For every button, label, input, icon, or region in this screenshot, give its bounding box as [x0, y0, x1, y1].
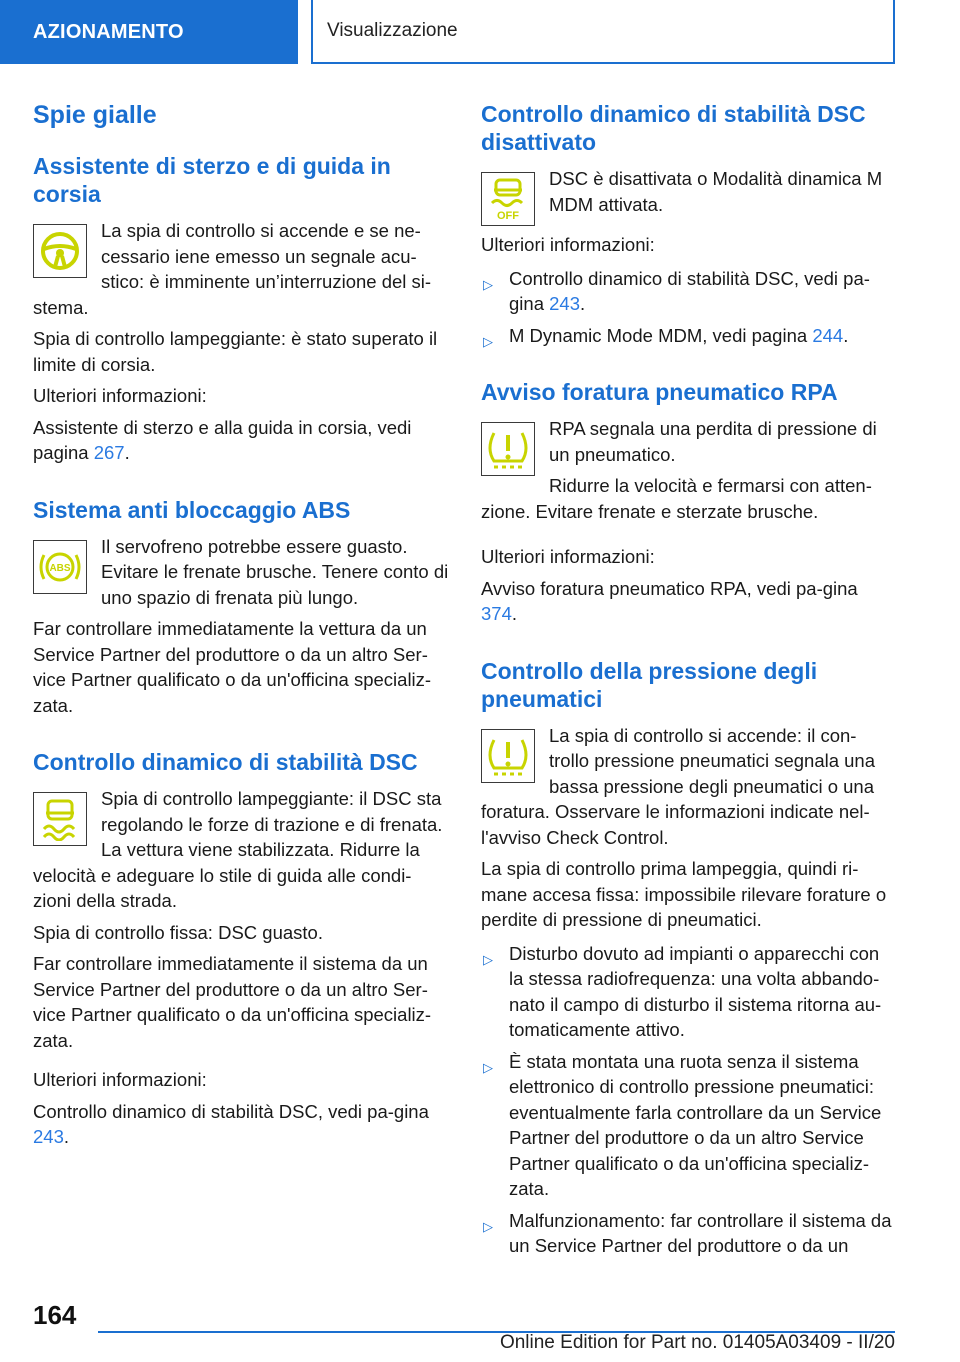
triangle-bullet-icon: ▷	[483, 276, 493, 292]
list-item	[481, 1049, 893, 1202]
text: Malfunzionamento: far controllare il sistema da un Service Partner del produttore o da un	[509, 1209, 892, 1256]
paragraph: Spia di controllo lampeggiante: è stato superato il limite di corsia.	[33, 328, 438, 375]
paragraph: Far controllare immediatamente il sistema da un Service Partner del produttore o da un altro Ser-vice Partner qualificato o da un'officina specializ-zata.	[33, 953, 432, 1051]
tire-warning-icon	[481, 422, 535, 476]
steering-wheel-icon	[33, 224, 87, 278]
paragraph: La spia di controllo si accende e se ne-cessario iene emesso un segnale acu-stico: è imminente un’interruzione del si-stema.	[33, 220, 432, 318]
abs-icon	[33, 540, 87, 594]
list-item	[481, 266, 893, 317]
page-link[interactable]: 267	[93, 442, 125, 463]
paragraph: Ulteriori informazioni:	[33, 1069, 207, 1090]
triangle-bullet-icon: ▷	[483, 333, 493, 349]
page-link[interactable]: 374	[481, 603, 512, 624]
paragraph: Ulteriori informazioni:	[481, 546, 655, 567]
section-heading: Sistema anti bloccaggio ABS	[33, 496, 351, 523]
paragraph: Ridurre la velocità e fermarsi con atten-zione. Evitare frenate e sterzate brusche.	[481, 475, 872, 522]
section-heading: Controllo dinamico di stabilità DSC disattivato	[481, 101, 866, 155]
dsc-icon	[33, 792, 87, 846]
text: È stata montata una ruota senza il sistema elettronico di controllo pressione pneumatici: eventualmente farla controllare da un Service Partner del produttore o da un altro Service Partner qualificato o da un'officina specializ-zata.	[509, 1050, 882, 1199]
text: .	[580, 293, 586, 314]
header-section-label: AZIONAMENTO	[33, 20, 184, 43]
paragraph: Spia di controllo fissa: DSC guasto.	[33, 921, 323, 943]
header-subsection	[311, 0, 895, 64]
text: Avviso foratura pneumatico RPA, vedi pa-gina	[481, 577, 858, 599]
paragraph: Ulteriori informazioni:	[33, 385, 207, 406]
header-section	[0, 0, 298, 64]
triangle-bullet-icon: ▷	[483, 1218, 493, 1234]
section-heading: Controllo dinamico di stabilità DSC	[33, 749, 418, 775]
bullet-list	[481, 266, 893, 349]
list-item	[481, 1208, 893, 1259]
section-heading: Controllo della pressione degli pneumatici	[481, 657, 818, 712]
paragraph: Il servofreno potrebbe essere guasto. Evitare le frenate brusche. Tenere conto di uno spazio di frenata più lungo.	[101, 535, 449, 608]
right-column	[481, 100, 893, 1289]
svg-text:OFF: OFF	[497, 210, 519, 221]
paragraph: DSC è disattivata o Modalità dinamica M MDM attivata.	[549, 168, 883, 215]
list-item	[481, 323, 893, 349]
dsc-off-icon	[481, 172, 535, 226]
triangle-bullet-icon: ▷	[483, 1059, 493, 1075]
section-heading: Assistente di sterzo e di guida in corsia	[33, 153, 391, 207]
text: Assistente di sterzo e alla guida in corsia, vedi pagina	[33, 416, 412, 463]
paragraph: Ulteriori informazioni:	[481, 234, 655, 255]
text: .	[124, 442, 130, 463]
section-rpa	[481, 378, 893, 627]
paragraph-with-link	[481, 576, 893, 627]
section-dsc-off	[481, 100, 893, 348]
section-dsc	[33, 748, 449, 1150]
list-item	[481, 941, 893, 1043]
text: .	[63, 1126, 70, 1147]
page-link[interactable]: 243	[549, 293, 580, 314]
page-link[interactable]: 243	[33, 1126, 64, 1147]
text: M Dynamic Mode MDM, vedi pagina	[509, 324, 813, 346]
svg-text:ABS: ABS	[49, 562, 71, 574]
text: Disturbo dovuto ad impianti o apparecchi con la stessa radiofrequenza: una volta abbando-nato il campo di disturbo il sistema ritorna au-tomaticamente attivo.	[509, 942, 882, 1040]
paragraph: RPA segnala una perdita di pressione di un pneumatico.	[549, 418, 877, 465]
section-abs	[33, 496, 449, 719]
triangle-bullet-icon: ▷	[483, 951, 493, 967]
paragraph: Far controllare immediatamente la vettura da un Service Partner del produttore o da un altro Ser-vice Partner qualificato o da un'officina specializ-zata.	[33, 618, 432, 716]
section-tire-pressure	[481, 657, 893, 1259]
bullet-list	[481, 941, 893, 1259]
text: .	[511, 603, 518, 624]
tire-pressure-icon	[481, 729, 535, 783]
paragraph: La spia di controllo prima lampeggia, quindi ri-mane accesa fissa: impossibile rilevare forature o perdite di pressione di pneumatici.	[481, 858, 887, 930]
page-title: Spie gialle	[33, 101, 157, 129]
footer-edition: Online Edition for Part no. 01405A03409 - II/20	[499, 1332, 895, 1353]
header-subsection-label: Visualizzazione	[327, 20, 458, 41]
paragraph: La spia di controllo si accende: il con-trollo pressione pneumatici segnala una bassa pressione degli pneumatici o una foratura. Osservare le informazioni indicate nel-l'avviso Check Control.	[481, 724, 876, 848]
section-lane-assist	[33, 152, 449, 466]
paragraph-with-link	[33, 415, 449, 466]
paragraph-with-link	[33, 1099, 449, 1150]
text: Controllo dinamico di stabilità DSC, vedi pa-gina	[33, 1100, 429, 1122]
paragraph: Spia di controllo lampeggiante: il DSC sta regolando le forze di trazione e di frenata. La vettura viene stabilizzata. Ridurre la velocità e adeguare lo stile di guida alle condi-zioni della strada.	[33, 788, 443, 911]
text: .	[843, 324, 849, 346]
page-link[interactable]: 244	[812, 324, 844, 346]
left-column	[33, 100, 449, 1180]
section-heading: Avviso foratura pneumatico RPA	[481, 379, 838, 405]
page-number: 164	[33, 1300, 77, 1330]
text: Controllo dinamico di stabilità DSC, vedi pa-gina	[509, 267, 870, 314]
